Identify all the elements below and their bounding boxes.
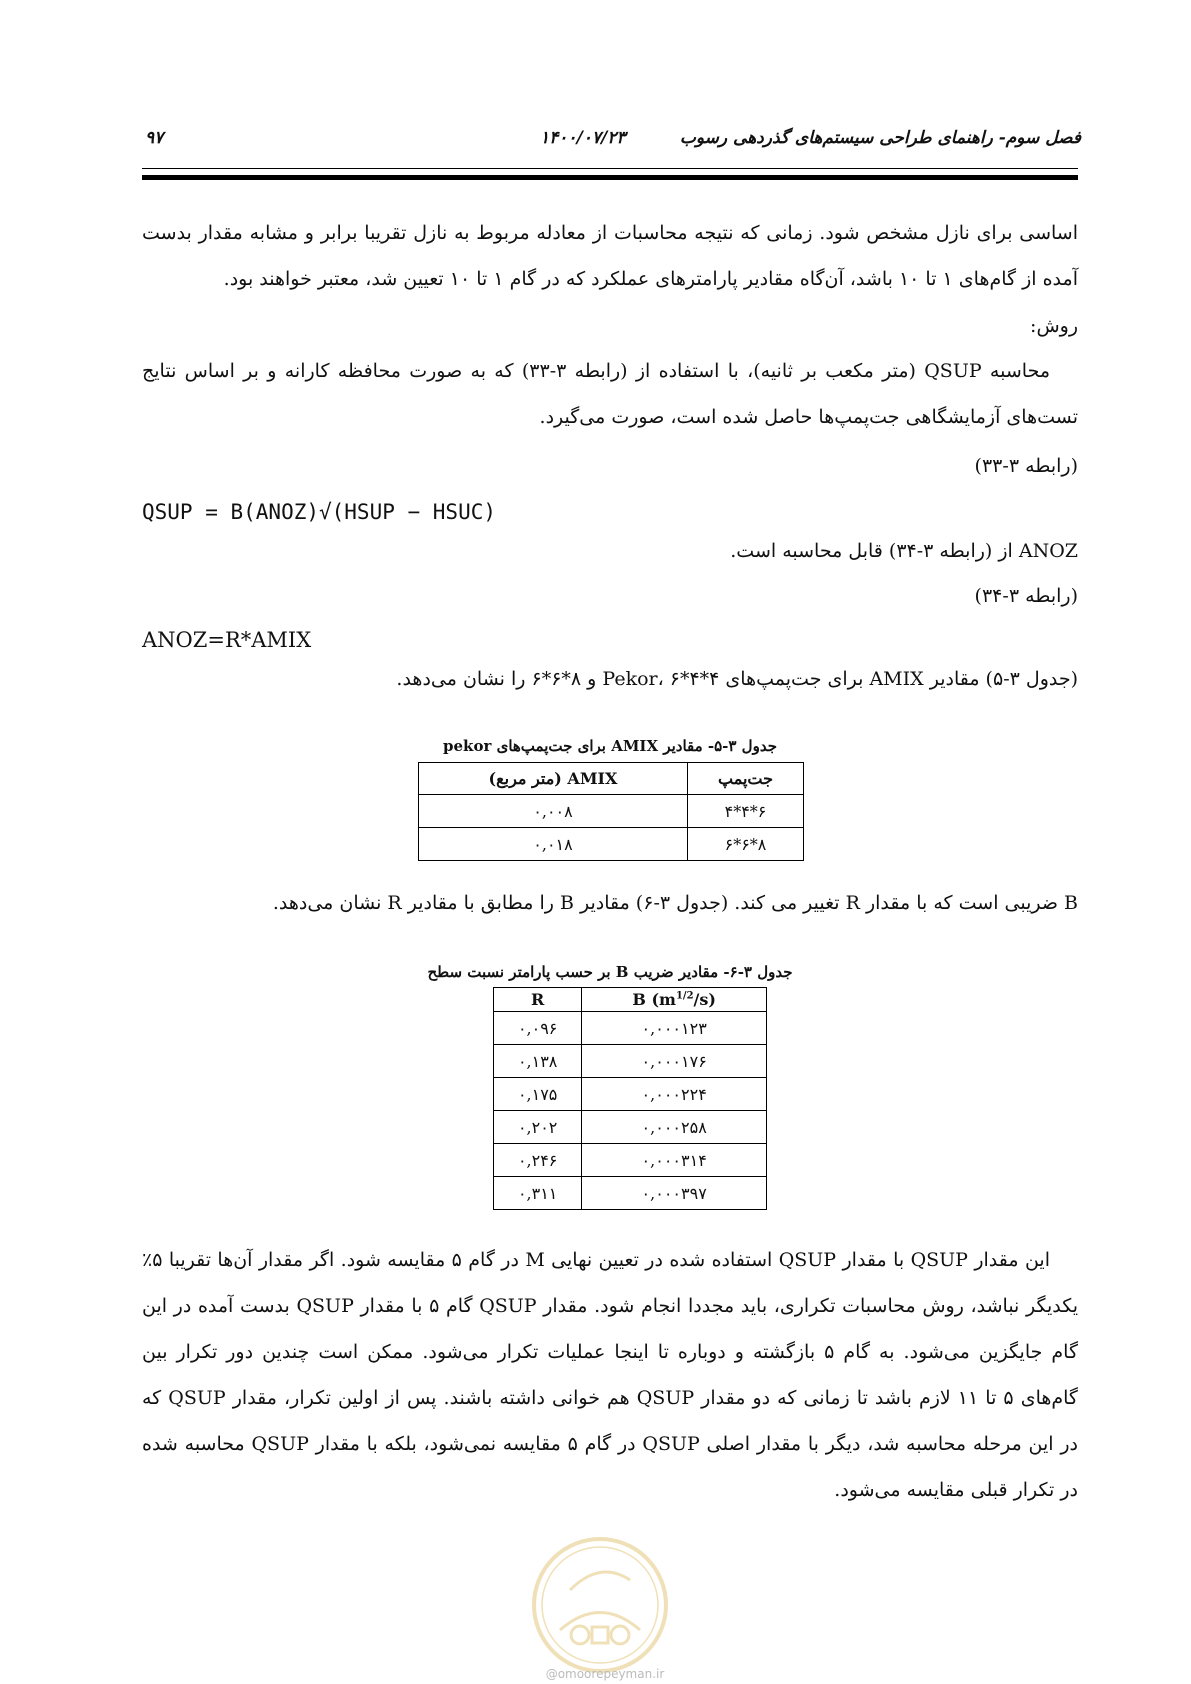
table-row [419, 795, 804, 828]
b-description-line: B ضریبی است که با مقدار R تغییر می کند. (جدول ۳-۶) مقادیر B را مطابق با مقادیر R نشان می‌دهد. [272, 892, 1078, 914]
table6-cell: ۰,۰۰۰۲۲۴ [582, 1078, 767, 1111]
table5-cell: ۸*۶*۶ [688, 828, 804, 861]
anoz-line: ANOZ از (رابطه ۳-۳۴) قابل محاسبه است. [730, 540, 1078, 562]
table5-cell: ۶*۴*۴ [688, 795, 804, 828]
chapter-title: فصل سوم- راهنمای طراحی سیستم‌های گذردهی رسوب [679, 128, 1081, 148]
table-row [494, 1012, 767, 1045]
table-row [494, 1111, 767, 1144]
table6-caption: جدول ۳-۶- مقادیر ضریب B بر حسب پارامتر نسبت سطح [427, 963, 793, 981]
table6-cell: ۰,۳۱۱ [494, 1177, 582, 1210]
table5-cell: ۰,۰۱۸ [419, 828, 688, 861]
equation-33-label: (رابطه ۳-۳۳) [974, 455, 1078, 477]
table5-caption: جدول ۳-۵- مقادیر AMIX برای جت‌پمپ‌های pekor [443, 737, 777, 755]
table6-cell: ۰,۰۰۰۱۲۳ [582, 1012, 767, 1045]
equation-34-label: (رابطه ۳-۳۴) [974, 585, 1078, 607]
table5-cell: ۰,۰۰۸ [419, 795, 688, 828]
table5-header-jetpump: جت‌پمپ [688, 763, 804, 795]
header-date: ۱۴۰۰/۰۷/۲۳ [540, 128, 626, 148]
table5-header-amix: AMIX (متر مربع) [419, 763, 688, 795]
table6-cell: ۰,۰۰۰۳۹۷ [582, 1177, 767, 1210]
table6 [493, 987, 767, 1210]
table6-cell: ۰,۰۰۰۳۱۴ [582, 1144, 767, 1177]
equation-34: ANOZ=R*AMIX [142, 628, 312, 652]
table6-cell: ۰,۰۰۰۱۷۶ [582, 1045, 767, 1078]
table5-intro: (جدول ۳-۵) مقادیر AMIX برای جت‌پمپ‌های Pekor، ۶*۴*۴ و ۸*۶*۶ را نشان می‌دهد. [396, 668, 1078, 690]
table-row [494, 1144, 767, 1177]
table-row [419, 828, 804, 861]
equation-33: QSUP = B(ANOZ)√(HSUP − HSUC) [142, 500, 497, 524]
method-label: روش: [1030, 315, 1078, 337]
table-row [494, 1045, 767, 1078]
header-rule-thin [142, 168, 1078, 169]
paragraph-iteration: این مقدار QSUP با مقدار QSUP استفاده شده در تعیین نهایی M در گام ۵ مقایسه شود. اگر مقدار آن‌ها تقریبا ۵٪ یکدیگر نباشد، روش محاسبات تکراری، باید مجددا انجام شود. مقدار QSUP گام ۵ با مقدار QSUP بدست آمده در این گام جایگزین می‌شود. به گام ۵ بازگشته و دوباره تا اینجا عملیات تکرار می‌شود. ممکن است چندین دور تکرار بین گام‌های ۵ تا ۱۱ لازم باشد تا زمانی که دو مقدار QSUP هم خوانی داشته باشند. پس از اولین تکرار، مقدار QSUP که در این مرحله محاسبه شد، دیگر با مقدار اصلی QSUP در گام ۵ مقایسه نمی‌شود، بلکه با مقدار QSUP محاسبه شده در تکرار قبلی مقایسه می‌شود. [142, 1249, 1079, 1501]
table6-cell: ۰,۰۹۶ [494, 1012, 582, 1045]
table6-header-b: B $(m^{1/2}/s)$ [582, 988, 767, 1012]
table-row [494, 1177, 767, 1210]
table6-cell: ۰,۲۴۶ [494, 1144, 582, 1177]
page-number: ۹۷ [145, 128, 164, 148]
table6-cell: ۰,۱۳۸ [494, 1045, 582, 1078]
paragraph-qsup: محاسبه QSUP (متر مکعب بر ثانیه)، با استفاده از (رابطه ۳-۳۳) که به صورت محافظه کارانه و بر اساس نتایج تست‌های آزمایشگاهی جت‌پمپ‌ها حاصل شده است، صورت می‌گیرد. [142, 360, 1078, 428]
watermark-logo-icon [530, 1535, 670, 1675]
table6-cell: ۰,۲۰۲ [494, 1111, 582, 1144]
watermark-text: @omoorepeyman.ir [545, 1667, 665, 1681]
header-rule-thick [142, 175, 1078, 180]
table5 [418, 762, 804, 861]
table-row [494, 1078, 767, 1111]
table6-cell: ۰,۱۷۵ [494, 1078, 582, 1111]
table6-cell: ۰,۰۰۰۲۵۸ [582, 1111, 767, 1144]
paragraph-intro: اساسی برای نازل مشخص شود. زمانی که نتیجه محاسبات از معادله مربوط به نازل تقریبا برابر و مشابه مقدار بدست آمده از گام‌های ۱ تا ۱۰ باشد، آن‌گاه مقادیر پارامترهای عملکرد که در گام ۱ تا ۱۰ تعیین شد، معتبر خواهند بود. [142, 222, 1078, 290]
table6-header-r: R [494, 988, 582, 1012]
